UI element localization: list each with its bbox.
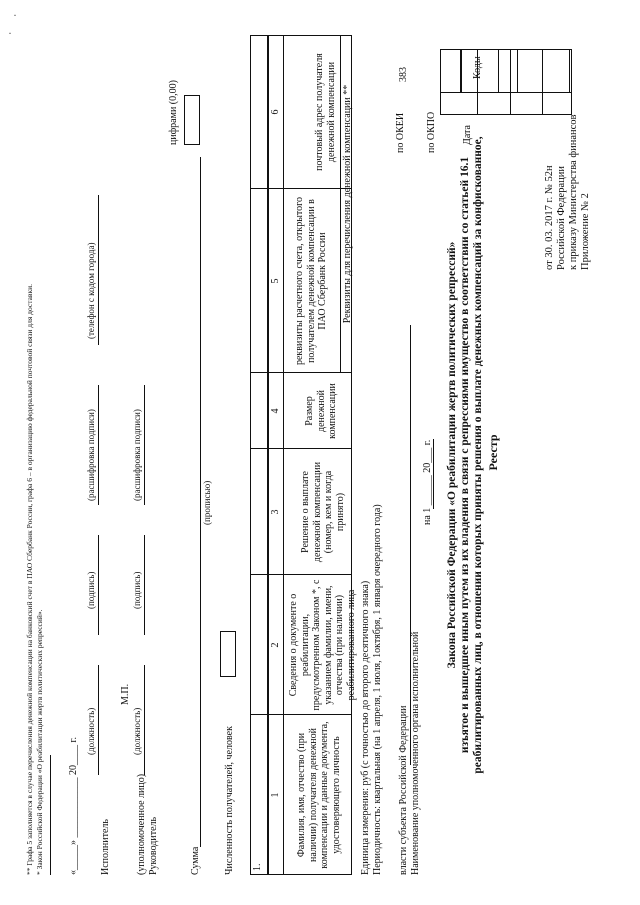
codes-row-divider <box>510 49 511 115</box>
date-line: «_____» ____________ 20____ г. <box>68 737 79 875</box>
appendix-number: Приложение № 2 <box>580 193 591 270</box>
exec-decode-caption: (расшифровка подписи) <box>86 409 96 501</box>
head-position-caption: (должность) <box>132 707 142 755</box>
title-line3: Закона Российской Федерации «О реабилитации жертв политических репрессий» <box>446 241 458 669</box>
sum-digits-box[interactable] <box>184 95 200 145</box>
label-okpo: по ОКПО <box>426 111 437 153</box>
date-underline <box>433 439 434 509</box>
scan-dot: · <box>13 8 17 22</box>
org-label-1: Наименование уполномоченного органа исполнительной <box>410 631 421 875</box>
col-number-1: 1 <box>270 792 281 798</box>
exec-position-caption: (должность) <box>86 707 96 755</box>
sum-label: Сумма <box>190 846 201 875</box>
org-label-2: власти субъекта Российской Федерации <box>398 705 409 875</box>
codes-row-divider <box>542 49 543 115</box>
col-number-5: 5 <box>270 278 281 284</box>
footnote-1: * Закон Российской Федерации «О реабилитации жертв политических репрессий». <box>35 609 44 875</box>
exec-phone-caption: (телефон с кодом города) <box>86 242 96 339</box>
head-decode-caption: (расшифровка подписи) <box>132 409 142 501</box>
recipients-count-box[interactable] <box>220 631 236 677</box>
codes-table-frame <box>440 49 572 115</box>
scan-dot: · <box>8 26 12 40</box>
table-row <box>250 35 268 875</box>
executor-label: Исполнитель <box>100 819 111 875</box>
col-number-2: 2 <box>270 642 281 648</box>
codes-col-divider <box>440 92 572 93</box>
col-header-group: Реквизиты для перечисления денежной компенсации ** <box>342 84 353 324</box>
stamp-place: М.П. <box>120 683 131 705</box>
appendix-ministry: Российской Федерации <box>556 166 567 270</box>
footnote-2: ** Графа 5 заполняется в случае перечисления денежной компенсации на банковский счет в ПАО Сбербанк России, графа 6 – в организацию федеральной почтовой связи для доставки. <box>25 284 34 875</box>
col-header-5: реквизиты расчетного счета, открытого получателем денежной компенсации в ПАО Сбербанк России <box>294 196 328 366</box>
col-header-3: Решение о выплате денежной компенсации (номер, кем и когда принято) <box>300 461 346 563</box>
appendix-date: от 30. 03. 2017 г. № 52н <box>544 165 555 270</box>
sum-underline <box>200 157 201 847</box>
head-label-2: (уполномоченное лицо) <box>136 773 147 875</box>
codes-row-divider <box>477 49 478 115</box>
col-number-6: 6 <box>270 109 281 115</box>
periodicity: Периодичность: квартальная (на 1 апреля, 1 июля, 1октября, 1 января очередного года) <box>372 504 383 875</box>
head-label: Руководитель <box>148 816 159 875</box>
sum-digits-caption: цифрами (0,00) <box>168 80 179 145</box>
title-reestr: Реестр <box>486 434 500 471</box>
okei-value: 383 <box>398 67 409 82</box>
recipients-count-label: Численность получателей, человек <box>224 726 235 875</box>
col-header-4: Размер денежной компенсации <box>304 383 338 439</box>
exec-sign-caption: (подпись) <box>86 571 96 609</box>
title-line1: реабилитированных лиц, в отношении которых приняты решения о выплате денежных компенсаций за конфискованное, <box>472 136 484 774</box>
unit: Единица измерения: руб (с точностью до второго десятичного знака) <box>360 580 371 875</box>
date-on: на 1 ______ 20___ г. <box>422 439 433 525</box>
appendix-order: к приказу Министерства финансов <box>568 114 579 270</box>
col-header-1: Фамилия, имя, отчество (при наличии) получателя денежной компенсации и данные документа, удостоверяющего личность <box>296 721 342 869</box>
sum-words-caption: (прописью) <box>202 480 212 525</box>
col-header-6: почтовый адрес получателя денежной компенсации <box>314 53 337 171</box>
title-line2: изъятое и вышедшее иным путем из их владения в связи с репрессиями имущество в соответствии со статьей 16.1 <box>459 156 471 754</box>
label-okei: по ОКЕИ <box>395 112 406 153</box>
row-number: 1. <box>252 863 263 871</box>
col-header-2: Сведения о документе о реабилитации, предусмотренном Законом *, с указанием фамилии, имени, отчества (при наличии) реабилитированного лица <box>288 579 357 711</box>
org-underline <box>410 325 411 765</box>
label-date: Дата <box>462 125 473 145</box>
col-number-4: 4 <box>270 408 281 414</box>
codes-header: Коды <box>472 56 483 79</box>
head-sign-caption: (подпись) <box>132 571 142 609</box>
col-number-3: 3 <box>270 509 281 515</box>
